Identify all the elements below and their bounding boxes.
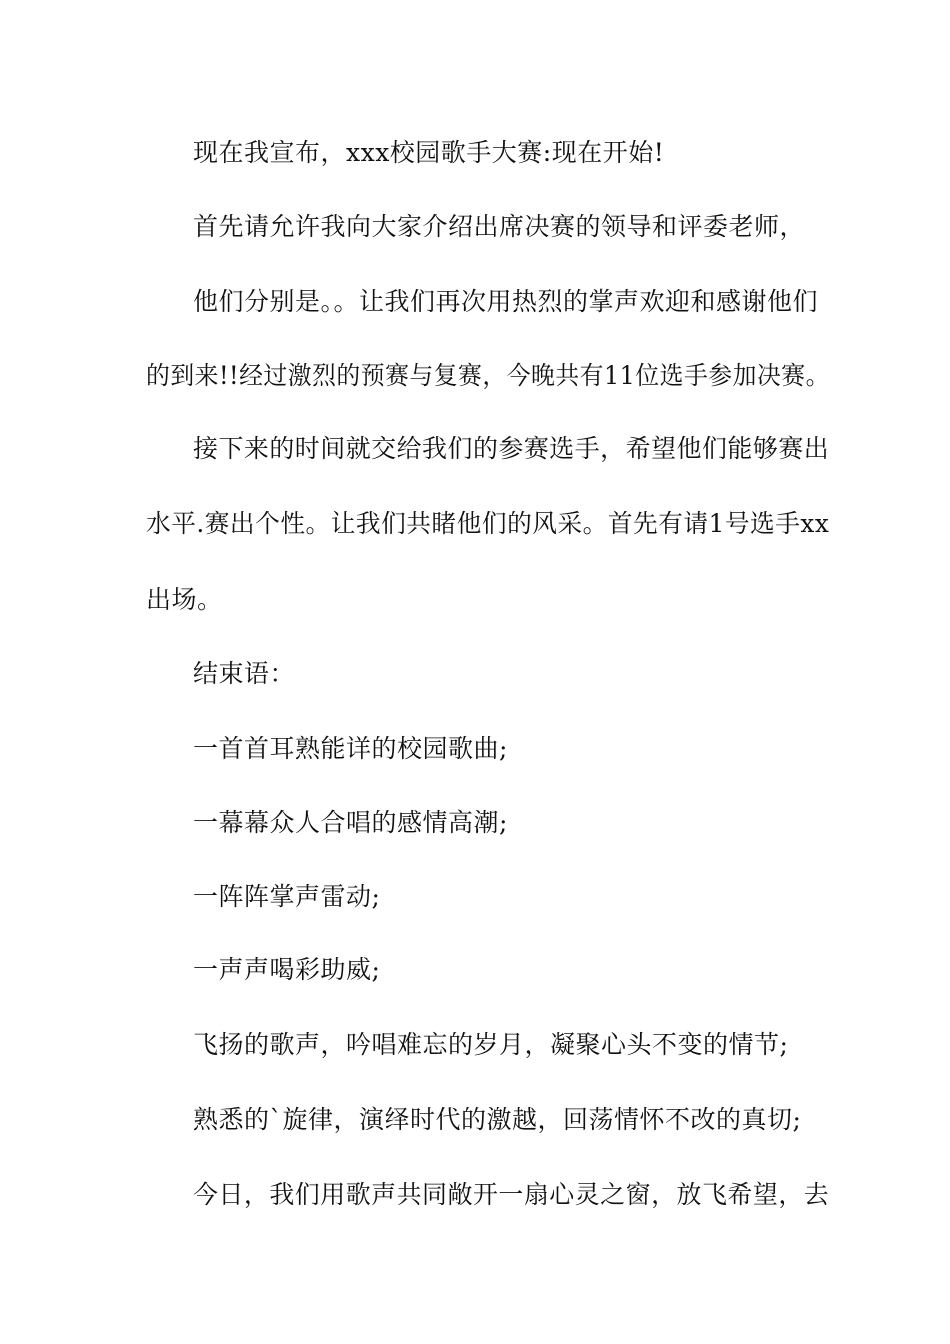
paragraph-line: 首先请允许我向大家介绍出席决赛的领导和评委老师，	[193, 212, 806, 241]
paragraph-line: 飞扬的歌声，吟唱难忘的岁月，凝聚心头不变的情节;	[193, 1030, 789, 1059]
paragraph-line: 出场。	[146, 585, 223, 614]
paragraph-line: 水平.赛出个性。让我们共睹他们的风采。首先有请1号选手xx	[146, 509, 830, 538]
paragraph-line: 熟悉的`旋律，演绎时代的激越，回荡情怀不改的真切;	[193, 1105, 802, 1134]
paragraph-line: 他们分别是。。让我们再次用热烈的掌声欢迎和感谢他们	[193, 287, 819, 316]
paragraph-line: 一声声喝彩助威;	[193, 955, 381, 984]
section-heading: 结束语：	[193, 659, 296, 688]
paragraph-line: 一阵阵掌声雷动;	[193, 882, 381, 911]
paragraph-line: 一首首耳熟能详的校园歌曲;	[193, 734, 508, 763]
paragraph-line: 今日，我们用歌声共同敞开一扇心灵之窗，放飞希望，去	[193, 1180, 830, 1209]
paragraph-line: 接下来的时间就交给我们的参赛选手，希望他们能够赛出	[193, 434, 830, 463]
paragraph-line: 一幕幕众人合唱的感情高潮;	[193, 808, 508, 837]
paragraph-line: 现在我宣布，xxx校园歌手大赛:现在开始!	[193, 138, 665, 167]
paragraph-line: 的到来!!经过激烈的预赛与复赛，今晚共有11位选手参加决赛。	[146, 361, 830, 390]
